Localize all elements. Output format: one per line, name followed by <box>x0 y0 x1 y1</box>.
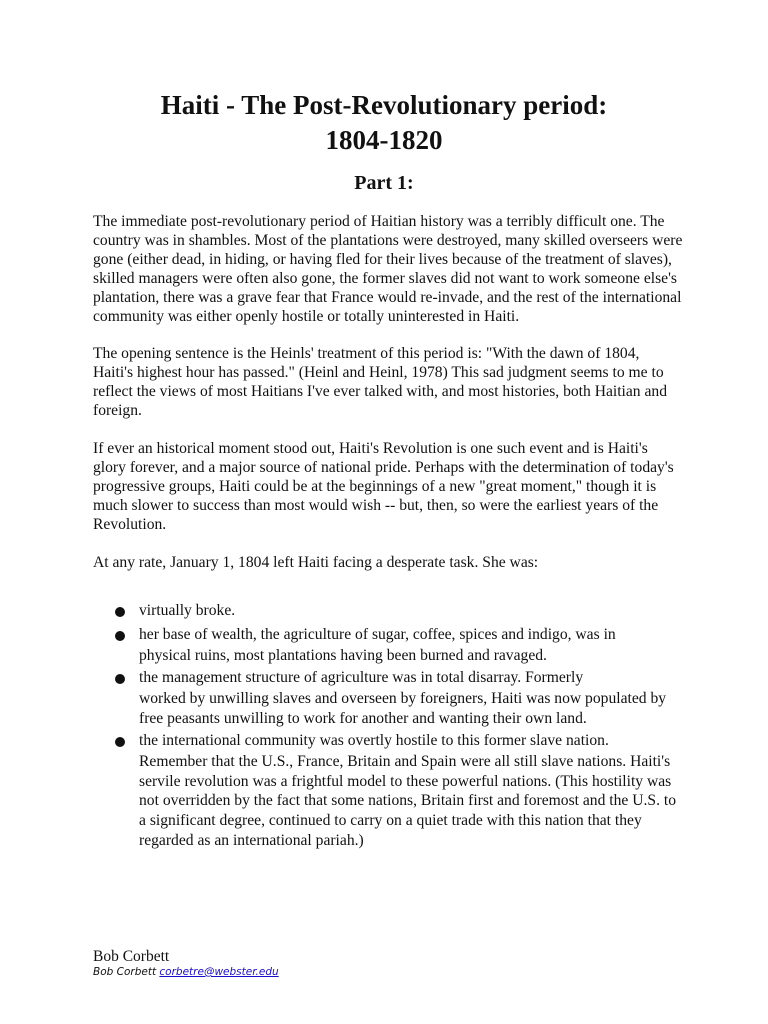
list-item <box>93 600 683 622</box>
list-item-text-continued: Remember that the U.S., France, Britain and Spain were all still slave nations. Haiti's servile revolution was a frightful model to these powerful nations. (This hostility was not overridden by the fact that some nations, Britain first and foremost and the U.S. to a significant degree, continued to carry on a quiet trade with this nation that they regarded as an international pariah.) <box>139 753 677 849</box>
list-item-text: her base of wealth, the agriculture of sugar, coffee, spices and indigo, was in <box>139 625 616 643</box>
list-item <box>93 667 683 728</box>
email-link[interactable]: corbetre@webster.edu <box>159 966 279 978</box>
section-heading: Part 1: <box>354 172 414 194</box>
footer-credit <box>93 966 279 979</box>
document-body <box>93 213 683 852</box>
paragraph: If ever an historical moment stood out, Haiti's Revolution is one such event and is Haiti's glory forever, and a major source of national pride. Perhaps with the determination of today's progressive groups, Haiti could be at the beginnings of a new "great moment," though it is much slower to success than most would wish -- but, then, so were the earliest years of the Revolution. <box>93 440 674 533</box>
list-item-text: the international community was overtly hostile to this former slave nation. <box>139 732 609 750</box>
bullet-icon <box>115 737 125 747</box>
list-item <box>93 624 683 666</box>
bullet-icon <box>115 607 125 617</box>
list-item <box>93 730 683 850</box>
bullet-icon <box>115 674 125 684</box>
paragraph: The opening sentence is the Heinls' treatment of this period is: "With the dawn of 1804, Haiti's highest hour has passed." (Heinl and Heinl, 1978) This sad judgment seems to me to reflect the views of most Haitians I've ever talked with, and most histories, both Haitian and foreign. <box>93 345 667 420</box>
list-item-text-continued: worked by unwilling slaves and overseen by foreigners, Haiti was now populated by free peasants unwilling to work for another and wanting their own land. <box>139 690 667 727</box>
footer-author-small: Bob Corbett <box>93 966 157 978</box>
bullet-list <box>93 600 683 851</box>
list-item-text: virtually broke. <box>139 601 236 619</box>
bullet-icon <box>115 631 125 641</box>
title-line-1: Haiti - The Post-Revolutionary period: <box>160 90 608 120</box>
footer-author: Bob Corbett <box>93 948 170 965</box>
title-line-2: 1804-1820 <box>325 125 443 155</box>
list-item-text-continued: physical ruins, most plantations having been burned and ravaged. <box>139 646 547 664</box>
paragraph: At any rate, January 1, 1804 left Haiti facing a desperate task. She was: <box>93 553 539 571</box>
list-item-text: the management structure of agriculture was in total disarray. Formerly <box>139 669 584 687</box>
paragraph: The immediate post-revolutionary period of Haitian history was a terribly difficult one. The country was in shambles. Most of the plantations were destroyed, many skilled overseers were gone (either dead, in hiding, or having fled for their lives because of the treatment of slaves), skilled managers were often also gone, the former slaves did not want to work someone else's plantation, there was a grave fear that France would re-invade, and the rest of the international community was either openly hostile or totally uninterested in Haiti. <box>93 213 683 325</box>
page-title <box>60 88 708 158</box>
